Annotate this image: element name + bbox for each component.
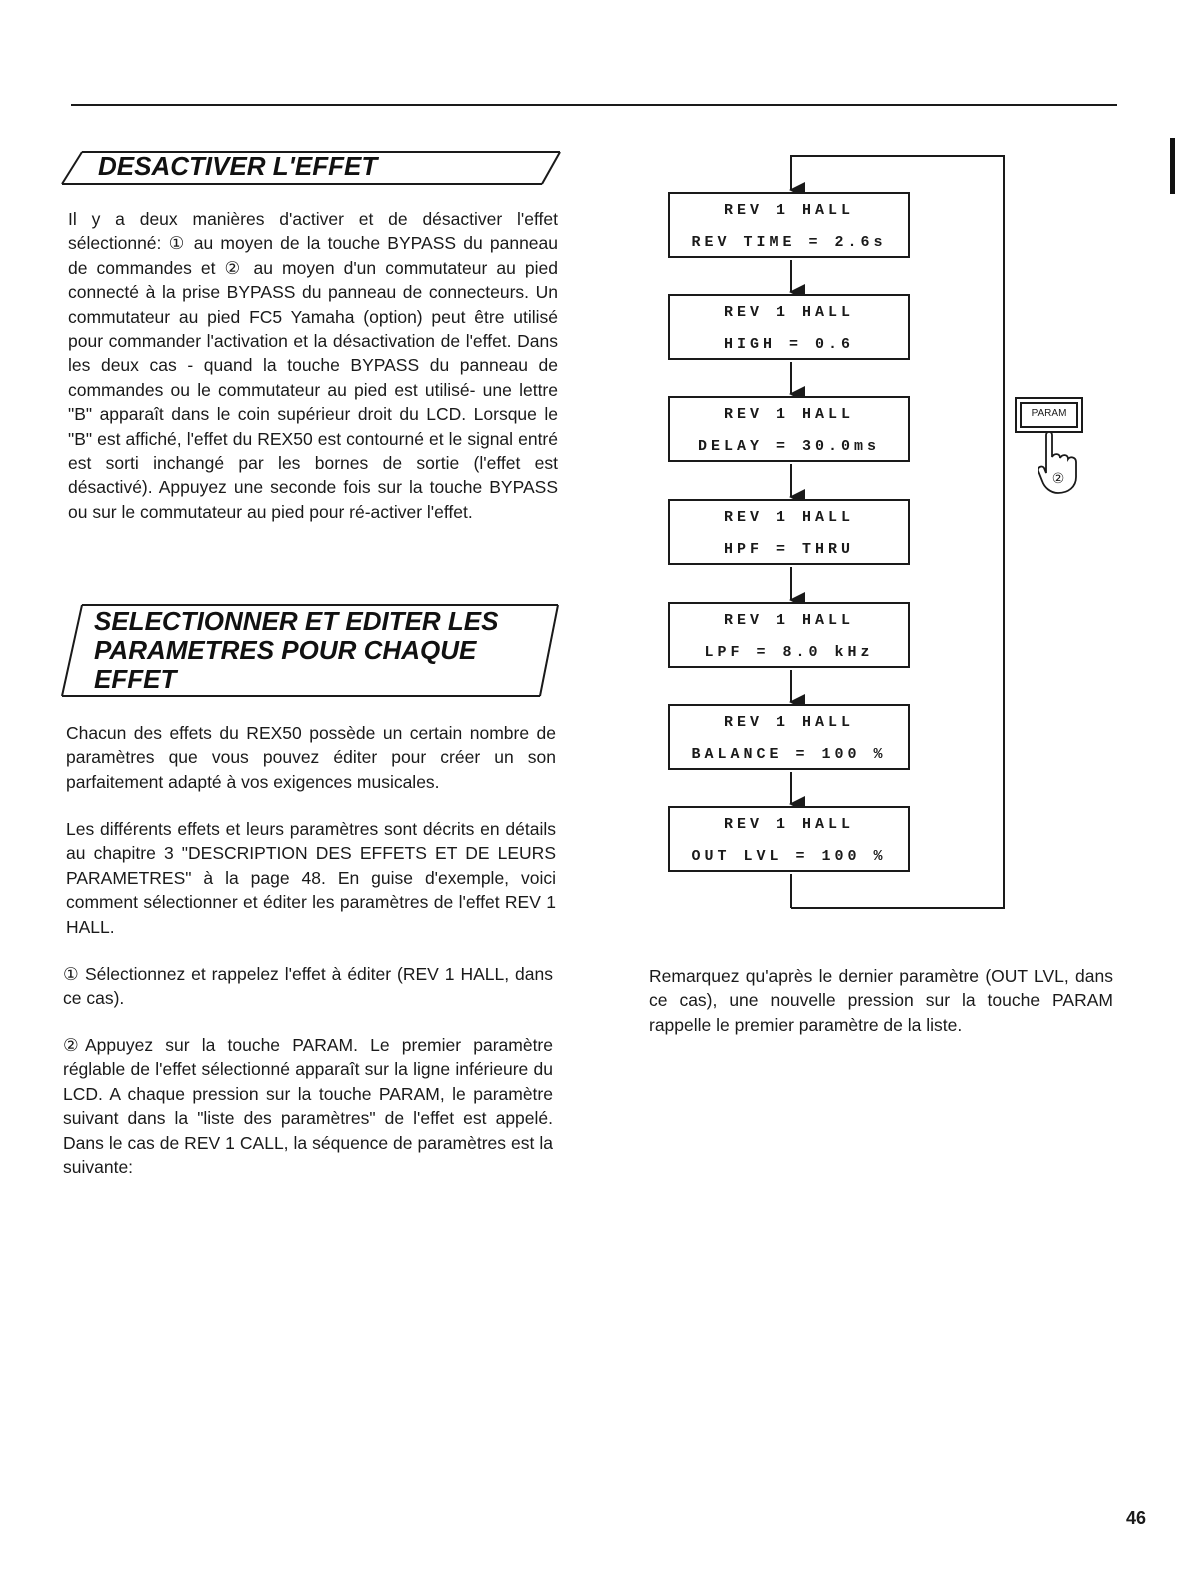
lcd-line-2: HIGH = 0.6 — [723, 336, 854, 353]
lcd-line-2: HPF = THRU — [723, 541, 854, 558]
param-button-label: PARAM — [1020, 402, 1078, 428]
lcd-line-1: REV 1 HALL — [723, 509, 854, 526]
section-title: DESACTIVER L'EFFET — [98, 151, 378, 181]
lcd-line-1: REV 1 HALL — [723, 202, 854, 219]
lcd-line-2: LPF = 8.0 kHz — [704, 644, 874, 661]
step-text: Sélectionnez et rappelez l'effet à éditer (REV 1 HALL, dans ce cas). — [63, 964, 553, 1009]
lcd-line-1: REV 1 HALL — [723, 406, 854, 423]
lcd-line-1: REV 1 HALL — [723, 304, 854, 321]
lcd-screen — [668, 602, 910, 668]
lcd-screen — [668, 499, 910, 565]
lcd-screen — [668, 806, 910, 872]
pointing-hand-icon — [1038, 431, 1088, 495]
section1-body: Il y a deux manières d'activer et de désactiver l'effet sélectionné: ① au moyen de la touche BYPASS du panneau de commandes et ② au moyen d'un commutateur au pied connecté à la prise BYPASS du panneau de connecteurs. Un commutateur au pied FC5 Yamaha (option) peut être utilisé pour commander l'activation et la désactivation de l'effet. Dans les deux cas - quand la touche BYPASS du panneau de commandes ou le commutateur au pied est utilisé- une lettre "B" apparaît dans le coin supérieur droit du LCD. Lorsque le "B" est affiché, l'effet du REX50 est contourné et le signal entré est sorti inchangé par les bornes de sortie (l'effet est désactivé). Appuyez une seconde fois sur la touche BYPASS ou sur le commutateur au pied pour ré-activer l'effet. — [68, 209, 558, 522]
lcd-line-2: REV TIME = 2.6s — [691, 234, 887, 251]
lcd-line-2: OUT LVL = 100 % — [691, 848, 887, 865]
lcd-line-1: REV 1 HALL — [723, 816, 854, 833]
page-number: 46 — [1126, 1508, 1147, 1528]
param-button[interactable] — [1015, 397, 1083, 433]
step-number: ① — [63, 964, 79, 984]
step-text: Appuyez sur la touche PARAM. Le premier paramètre réglable de l'effet sélectionné apparaît sur la ligne inférieure du LCD. A chaque pression sur la touche PARAM, le paramètre suivant dans la "liste des paramètres" de l'effet est appelé. Dans le cas de REV 1 CALL, la séquence de paramètres est la suivante: — [63, 1035, 553, 1178]
note-paragraph: Remarquez qu'après le dernier paramètre (OUT LVL, dans ce cas), une nouvelle pression sur la touche PARAM rappelle le premier paramètre de la liste. — [649, 966, 1113, 1035]
lcd-screen — [668, 396, 910, 462]
lcd-screen — [668, 704, 910, 770]
lcd-line-1: REV 1 HALL — [723, 714, 854, 731]
section-title: SELECTIONNER ET EDITER LES PARAMETRES POUR CHAQUE EFFET — [94, 606, 499, 694]
lcd-line-1: REV 1 HALL — [723, 612, 854, 629]
lcd-line-2: DELAY = 30.0ms — [697, 438, 881, 455]
section2-para2: Les différents effets et leurs paramètres sont décrits en détails au chapitre 3 "DESCRIPTION DES EFFETS ET DE LEURS PARAMETRES" à la page 48. En guise d'exemple, voici comment sélectionner et éditer les paramètres de l'effet REV 1 HALL. — [66, 819, 556, 937]
step-number: ② — [63, 1035, 79, 1055]
lcd-screen — [668, 192, 910, 258]
section2-para1: Chacun des effets du REX50 possède un certain nombre de paramètres que vous pouvez éditer pour créer un son parfaitement adapté à vos exigences musicales. — [66, 723, 556, 792]
lcd-screen — [668, 294, 910, 360]
hand-marker: ② — [1051, 471, 1065, 487]
lcd-line-2: BALANCE = 100 % — [691, 746, 887, 763]
